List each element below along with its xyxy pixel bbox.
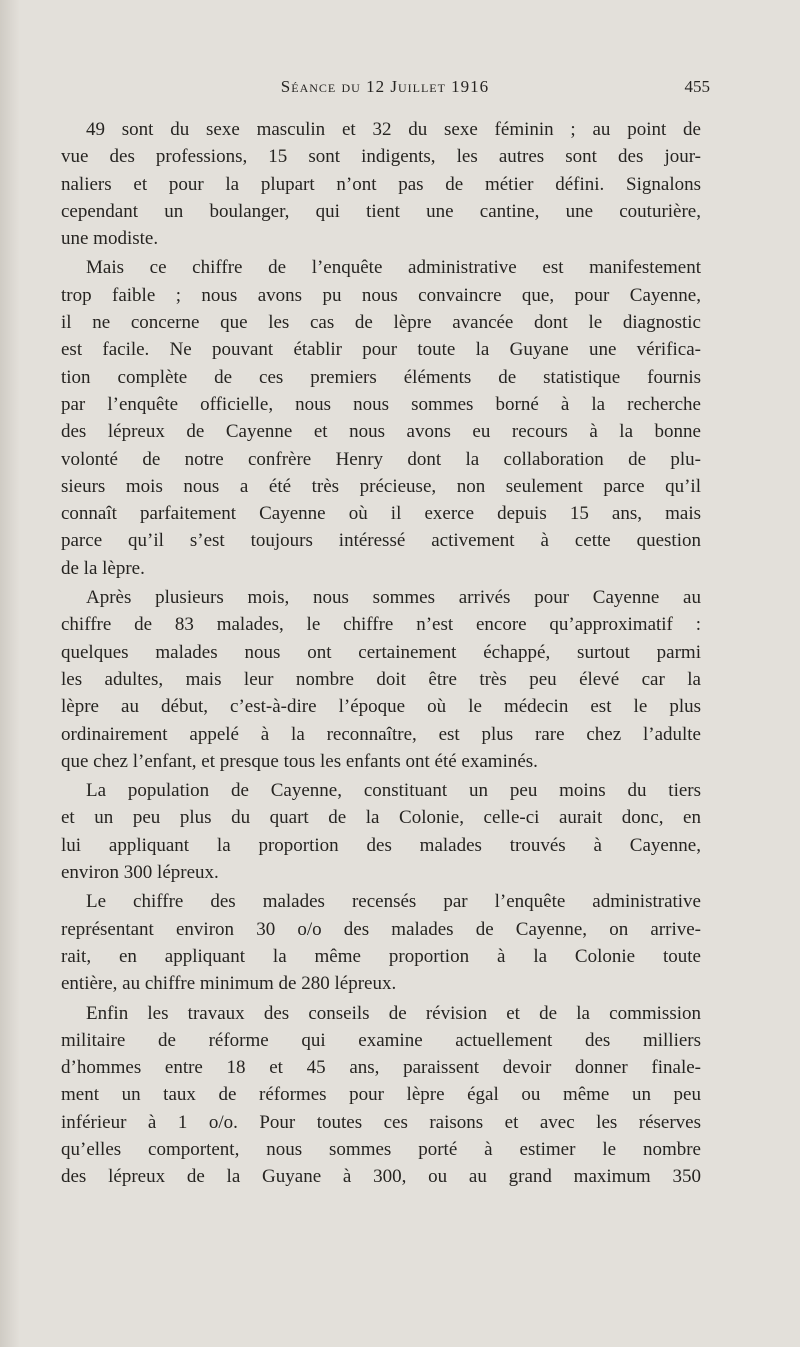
text-line: lui appliquant la proportion des malades trouvés à Cayenne,	[61, 834, 701, 856]
text-line: trop faible ; nous avons pu nous convaincre que, pour Cayenne,	[61, 284, 701, 306]
text-line: Le chiffre des malades recensés par l’enquête administrative	[86, 891, 701, 913]
text-line: environ 300 lépreux.	[61, 862, 219, 884]
text-line: tion complète de ces premiers éléments de statistique fournis	[61, 366, 701, 388]
text-line: connaît parfaitement Cayenne où il exerce depuis 15 ans, mais	[61, 503, 701, 525]
text-line: militaire de réforme qui examine actuellement des milliers	[61, 1029, 701, 1051]
text-line: naliers et pour la plupart n’ont pas de métier défini. Signalons	[61, 173, 701, 195]
text-line: Enfin les travaux des conseils de révision et de la commission	[86, 1002, 701, 1024]
text-line: lèpre au début, c’est-à-dire l’époque où le médecin est le plus	[61, 696, 701, 718]
paragraph	[61, 116, 701, 252]
paragraph	[61, 584, 701, 775]
text-line: volonté de notre confrère Henry dont la collaboration de plu-	[61, 448, 701, 470]
text-line: des lépreux de Cayenne et nous avons eu recours à la bonne	[61, 421, 701, 443]
text-line: les adultes, mais leur nombre doit être très peu élevé car la	[61, 668, 701, 690]
text-line: cependant un boulanger, qui tient une cantine, une couturière,	[61, 200, 701, 222]
text-line: 49 sont du sexe masculin et 32 du sexe féminin ; au point de	[86, 119, 701, 140]
paragraph	[61, 1000, 701, 1191]
text-line: et un peu plus du quart de la Colonie, celle-ci aurait donc, en	[61, 807, 701, 829]
text-line: ment un taux de réformes pour lèpre égal ou même un peu	[61, 1084, 701, 1106]
text-line: représentant environ 30 o/o des malades de Cayenne, on arrive-	[61, 918, 701, 940]
page-edge	[0, 0, 20, 1347]
text-line: qu’elles comportent, nous sommes porté à estimer le nombre	[61, 1138, 701, 1160]
text-line: vue des professions, 15 sont indigents, les autres sont des jour-	[61, 146, 701, 168]
text-line: La population de Cayenne, constituant un peu moins du tiers	[86, 780, 701, 802]
text-line: rait, en appliquant la même proportion à la Colonie toute	[61, 945, 701, 967]
running-head-title: Séance du 12 Juillet 1916	[280, 77, 490, 96]
text-line: il ne concerne que les cas de lèpre avancée dont le diagnostic	[61, 312, 701, 334]
text-line: sieurs mois nous a été très précieuse, non seulement parce qu’il	[61, 475, 701, 497]
text-line: de la lèpre.	[61, 557, 145, 579]
text-line: ordinairement appelé à la reconnaître, est plus rare chez l’adulte	[61, 723, 701, 745]
text-line: d’hommes entre 18 et 45 ans, paraissent devoir donner finale-	[61, 1057, 701, 1079]
text-line: inférieur à 1 o/o. Pour toutes ces raisons et avec les réserves	[61, 1111, 701, 1133]
text-line: quelques malades nous ont certainement échappé, surtout parmi	[61, 641, 701, 663]
paragraph	[61, 777, 701, 886]
text-line: chiffre de 83 malades, le chiffre n’est encore qu’approximatif :	[61, 614, 701, 636]
text-line: parce qu’il s’est toujours intéressé activement à cette question	[61, 530, 701, 552]
text-line: une modiste.	[61, 228, 159, 250]
body-text	[61, 116, 701, 1193]
paragraph	[61, 888, 701, 997]
text-line: Mais ce chiffre de l’enquête administrative est manifestement	[86, 257, 701, 279]
text-line: des lépreux de la Guyane à 300, ou au grand maximum 350	[61, 1166, 701, 1188]
text-line: est facile. Ne pouvant établir pour toute la Guyane une vérifica-	[61, 339, 701, 361]
running-head	[60, 72, 710, 102]
text-line: que chez l’enfant, et presque tous les enfants ont été examinés.	[61, 750, 538, 772]
text-line: Après plusieurs mois, nous sommes arrivés pour Cayenne au	[86, 587, 701, 609]
page-number: 455	[684, 77, 710, 96]
paragraph	[61, 254, 701, 582]
text-line: par l’enquête officielle, nous nous sommes borné à la recherche	[61, 393, 701, 415]
text-line: entière, au chiffre minimum de 280 lépreux.	[61, 973, 397, 995]
